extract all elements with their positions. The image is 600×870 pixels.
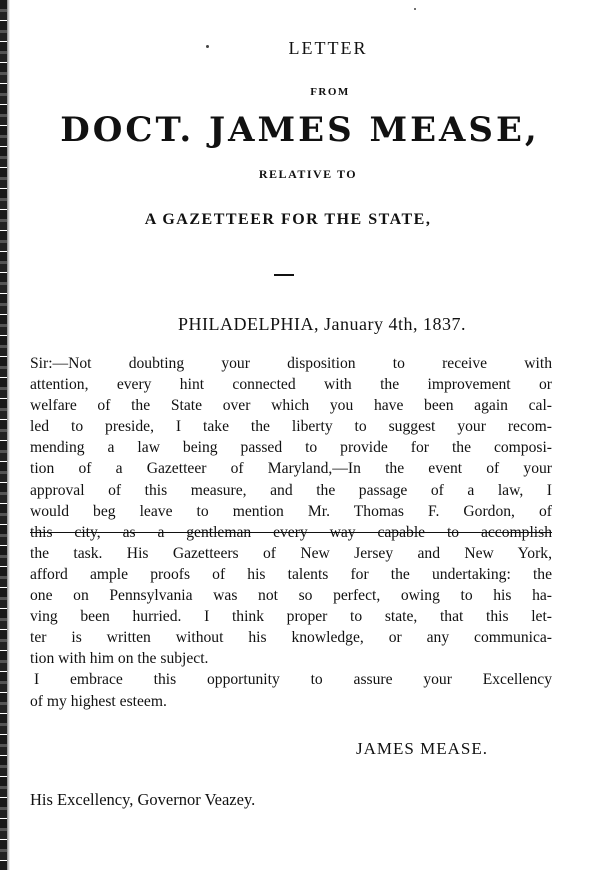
addressee: His Excellency, Governor Veazey. bbox=[30, 790, 256, 809]
body-line: approval of this measure, and the passage of a law, I bbox=[30, 481, 552, 499]
heading-relative-to: RELATIVE TO bbox=[258, 167, 358, 181]
body-line: tion of a Gazetteer of Maryland,—In the event of your bbox=[30, 460, 552, 478]
heading-from: FROM bbox=[310, 86, 350, 98]
body-line: one on Pennsylvania was not so perfect, owing to his ha- bbox=[30, 587, 552, 605]
paper-speck bbox=[414, 8, 416, 10]
author-name-heading: DOCT. JAMES MEASE, bbox=[60, 110, 540, 150]
body-line: led to preside, I take the liberty to suggest your recom- bbox=[30, 418, 552, 436]
dateline: PHILADELPHIA, January 4th, 1837. bbox=[178, 314, 466, 334]
body-line: ving been hurried. I think proper to state, that this let- bbox=[30, 608, 552, 626]
body-line: would beg leave to mention Mr. Thomas F. Gordon, of bbox=[30, 502, 552, 520]
body-line: ter is written without his knowledge, or any communica- bbox=[30, 629, 552, 647]
body-line: Sir:—Not doubting your disposition to receive with bbox=[30, 355, 552, 372]
body-line: tion with him on the subject. bbox=[30, 650, 209, 668]
signature: JAMES MEASE. bbox=[356, 739, 488, 758]
body-line: the task. His Gazetteers of New Jersey and New York, bbox=[30, 544, 552, 562]
body-line-struck: this city, as a gentleman every way capable to accomplish bbox=[30, 523, 552, 541]
body-line: of my highest esteem. bbox=[30, 692, 167, 710]
paper-speck bbox=[206, 45, 209, 48]
heading-subject: A GAZETTEER FOR THE STATE, bbox=[144, 211, 432, 228]
heading-divider bbox=[274, 274, 294, 276]
letter-body bbox=[30, 353, 552, 712]
heading-letter: LETTER bbox=[288, 38, 368, 58]
body-line: welfare of the State over which you have been again cal- bbox=[30, 397, 552, 415]
body-line: attention, every hint connected with the improvement or bbox=[30, 376, 552, 394]
body-line-closing: I embrace this opportunity to assure your Excellency bbox=[34, 671, 552, 689]
body-line: mending a law being passed to provide for the composi- bbox=[30, 439, 552, 457]
body-line: afford ample proofs of his talents for the undertaking: the bbox=[30, 565, 552, 583]
